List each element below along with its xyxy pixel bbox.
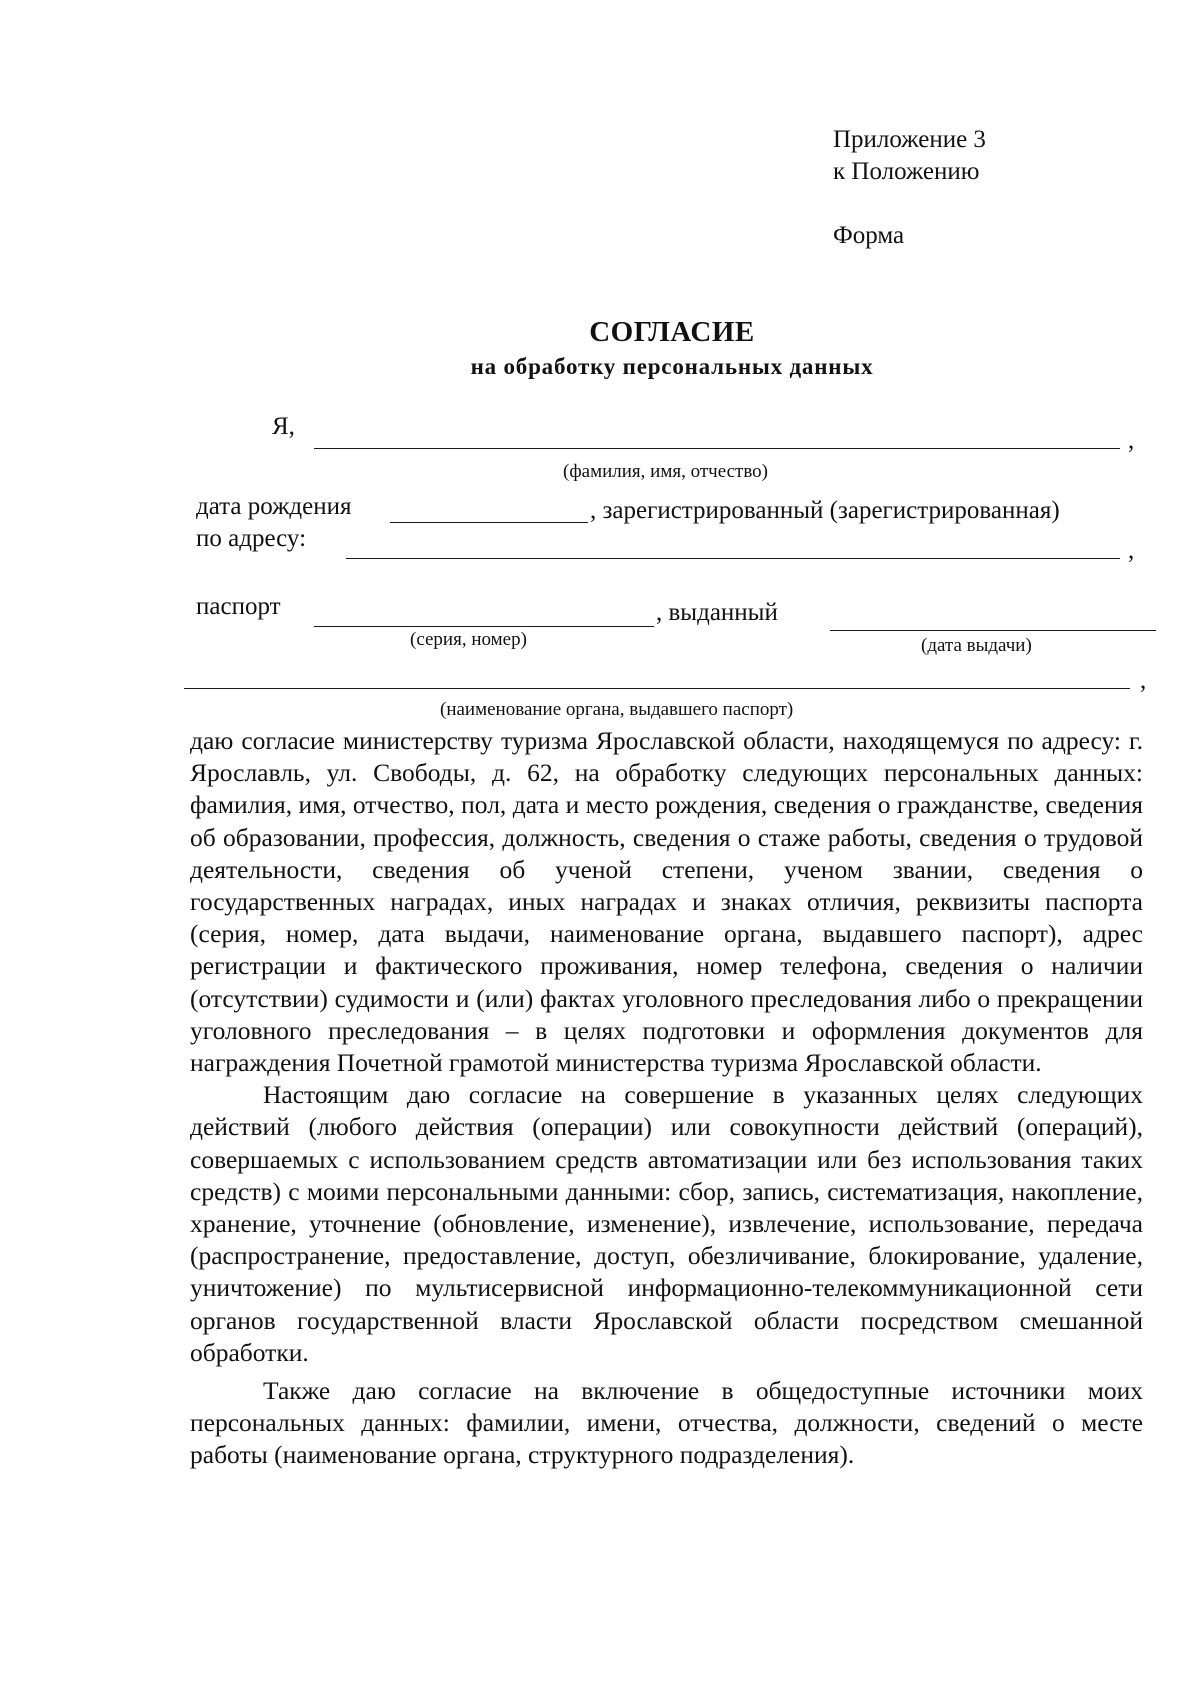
issue-date-caption: (дата выдачи) xyxy=(921,635,1032,656)
authority-line[interactable] xyxy=(184,688,1130,689)
fio-line[interactable] xyxy=(314,448,1120,449)
form-label: Форма xyxy=(833,222,905,249)
consent-paragraph-3: Также даю согласие на включение в общедоступные источники моих персональных данных: фамилии, имени, отчества, должности, сведений о месте работы (наименование органа, структурного подразделения). xyxy=(190,1376,1143,1470)
address-line[interactable] xyxy=(346,558,1120,559)
fio-caption: (фамилия, имя, отчество) xyxy=(563,461,769,482)
consent-paragraph-2: Настоящим даю согласие на совершение в указанных целях следующих действий (любого действия (операции) или совокупности действий (операций), совершаемых с использованием средств автоматизации или без использования таких средств) с моими персональными данными: сбор, запись, систематизация, накопление, хранение, уточнение (обновление, изменение), извлечение, использование, передача (распространение, предоставление, доступ, обезличивание, блокирование, удаление, уничтожение) по мультисервисной информационно-телекоммуникационной сети органов государственной власти Ярославской области посредством смешанной обработки. xyxy=(190,1080,1143,1367)
registered-text: , зарегистрированный (зарегистрированная) xyxy=(590,497,1060,524)
passport-series-line[interactable] xyxy=(314,626,654,627)
consent-body xyxy=(190,725,1143,1472)
appendix-number: Приложение 3 xyxy=(833,126,986,153)
consent-paragraph-1: даю согласие министерству туризма Ярославской области, находящемуся по адресу: г. Ярославль, ул. Свободы, д. 62, на обработку следующих персональных данных: фамилия, имя, отчество, пол, дата и место рождения, сведения о гражданстве, сведения об образовании, профессия, должность, сведения о стаже работы, сведения о трудовой деятельности, сведения об ученой степени, ученом звании, сведения о государственных наградах, иных наградах и знаках отличия, реквизиты паспорта (серия, номер, дата выдачи, наименование органа, выдавшего паспорт), адрес регистрации и фактического проживания, номер телефона, сведения о наличии (отсутствии) судимости и (или) фактах уголовного преследования либо о прекращении уголовного преследования – в целях подготовки и оформления документов для награждения Почетной грамотой министерства туризма Ярославской области. xyxy=(190,726,1143,1078)
birth-date-line[interactable] xyxy=(390,522,588,523)
to-regulation: к Положению xyxy=(833,158,980,185)
address-comma: , xyxy=(1128,537,1135,564)
series-caption: (серия, номер) xyxy=(410,629,527,650)
issued-text: , выданный xyxy=(656,599,778,626)
document-subtitle: на обработку персональных данных xyxy=(470,354,874,379)
address-label: по адресу: xyxy=(196,525,307,552)
passport-label: паспорт xyxy=(196,593,281,620)
issue-date-line[interactable] xyxy=(830,630,1156,631)
authority-caption: (наименование органа, выдавшего паспорт) xyxy=(440,699,794,720)
i-label: Я, xyxy=(272,413,295,440)
birth-label: дата рождения xyxy=(196,493,352,520)
authority-comma: , xyxy=(1140,667,1147,694)
document-title: СОГЛАСИЕ xyxy=(589,316,755,348)
fio-comma: , xyxy=(1128,427,1135,454)
